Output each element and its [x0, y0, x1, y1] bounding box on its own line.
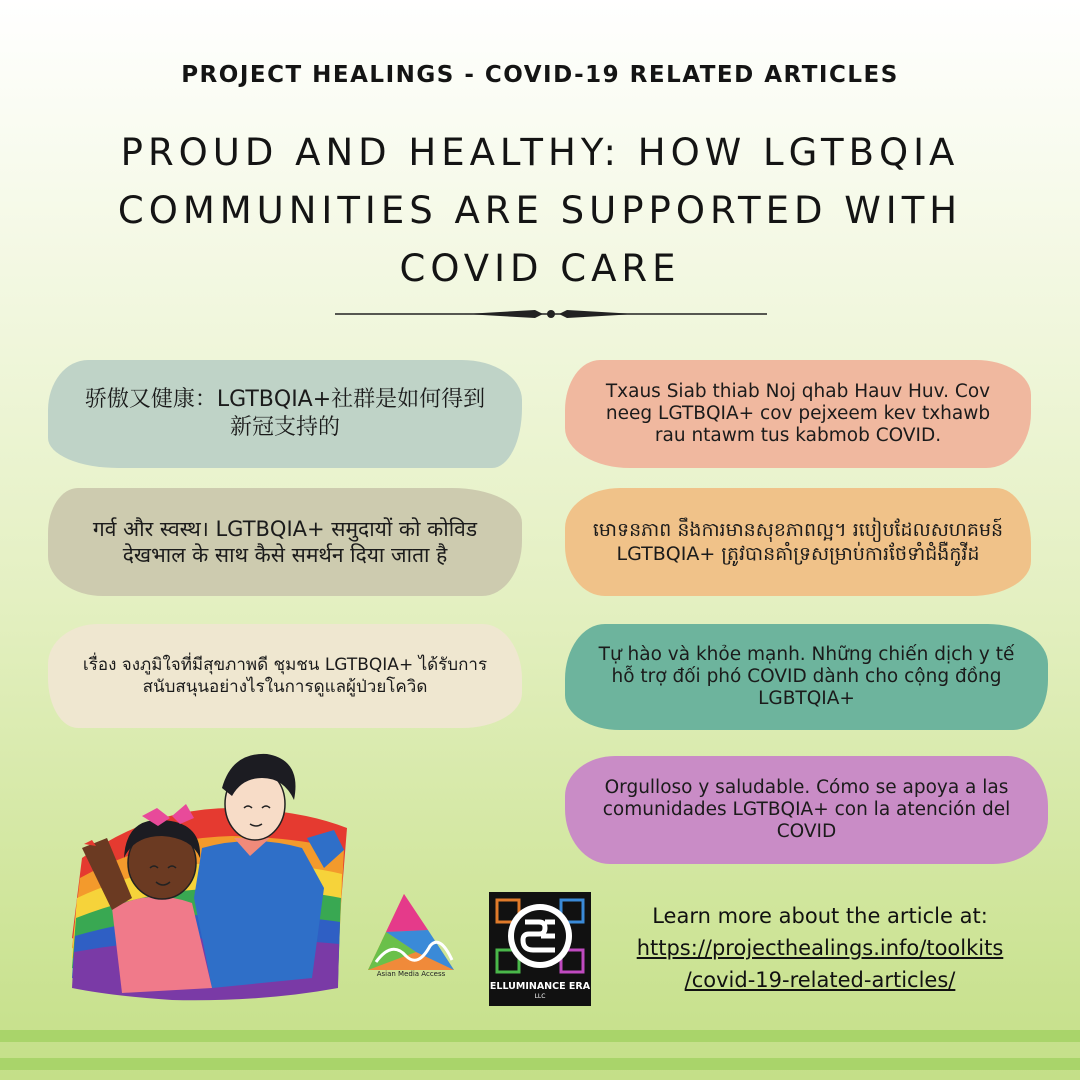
- article-url-line-1[interactable]: https://projecthealings.info/toolkits: [636, 936, 1004, 960]
- translation-khmer-text: មោទនភាព នឹងការមានសុខភាពល្អ។ របៀបដែលសហគមន៍ LGTBQIA+ ត្រូវបានគាំទ្រសម្រាប់ការថែទាំជំងឺកូវីដ: [592, 519, 1004, 565]
- elluminance-era-name: ELLUMINANCE ERA: [489, 981, 591, 992]
- article-url-line-2[interactable]: /covid-19-related-articles/: [684, 968, 956, 992]
- translation-chinese: [48, 360, 522, 468]
- page-title: PROUD AND HEALTHY: HOW LGTBQIA COMMUNITIES ARE SUPPORTED WITH COVID CARE: [117, 131, 963, 290]
- asian-media-access-logo-text: Asian Media Access: [376, 970, 446, 978]
- asian-media-access-logo: [366, 890, 458, 982]
- footer-stripe-top: [0, 1030, 1080, 1042]
- elluminance-era-logo: [489, 892, 591, 1006]
- translation-khmer: [565, 488, 1031, 596]
- learn-more-label: Learn more about the article at:: [652, 904, 988, 928]
- translation-thai-text: เรื่อง จงภูมิใจที่มีสุขภาพดี ชุมชน LGTBQIA+ ได้รับการสนับสนุนอย่างไรในการดูแลผู้ป่วยโควิด: [82, 655, 488, 697]
- translation-thai: [48, 624, 522, 728]
- translation-spanish: [565, 756, 1048, 864]
- translation-vietnamese: [565, 624, 1048, 730]
- translation-hmong: [565, 360, 1031, 468]
- learn-more-block: [600, 900, 1040, 996]
- translation-chinese-text: 骄傲又健康：LGTBQIA+社群是如何得到新冠支持的: [84, 387, 486, 440]
- page-subtitle: PROJECT HEALINGS - COVID-19 RELATED ARTICLES: [181, 62, 899, 88]
- translation-spanish-text: Orgulloso y saludable. Cómo se apoya a las comunidades LGTBQIA+ con la atención del COVID: [602, 777, 1011, 842]
- ornament-divider: [335, 302, 767, 326]
- couple-pride-flag-illustration: [62, 738, 362, 1002]
- elluminance-era-llc: LLC: [534, 993, 546, 1000]
- translation-hindi-text: गर्व और स्वस्थ। LGTBQIA+ समुदायों को कोविड देखभाल के साथ कैसे समर्थन दिया जाता है: [92, 517, 478, 567]
- elluminance-era-emblem-icon: [489, 892, 591, 980]
- translation-vietnamese-text: Tự hào và khỏe mạnh. Những chiến dịch y tế hỗ trợ đối phó COVID dành cho cộng đồng LGBTQIA+: [598, 644, 1015, 709]
- translation-hmong-text: Txaus Siab thiab Noj qhab Hauv Huv. Cov neeg LGTBQIA+ cov pejxeem kev txhawb rau ntawm tus kabmob COVID.: [605, 381, 991, 446]
- translation-hindi: [48, 488, 522, 596]
- footer-stripe-bottom: [0, 1058, 1080, 1070]
